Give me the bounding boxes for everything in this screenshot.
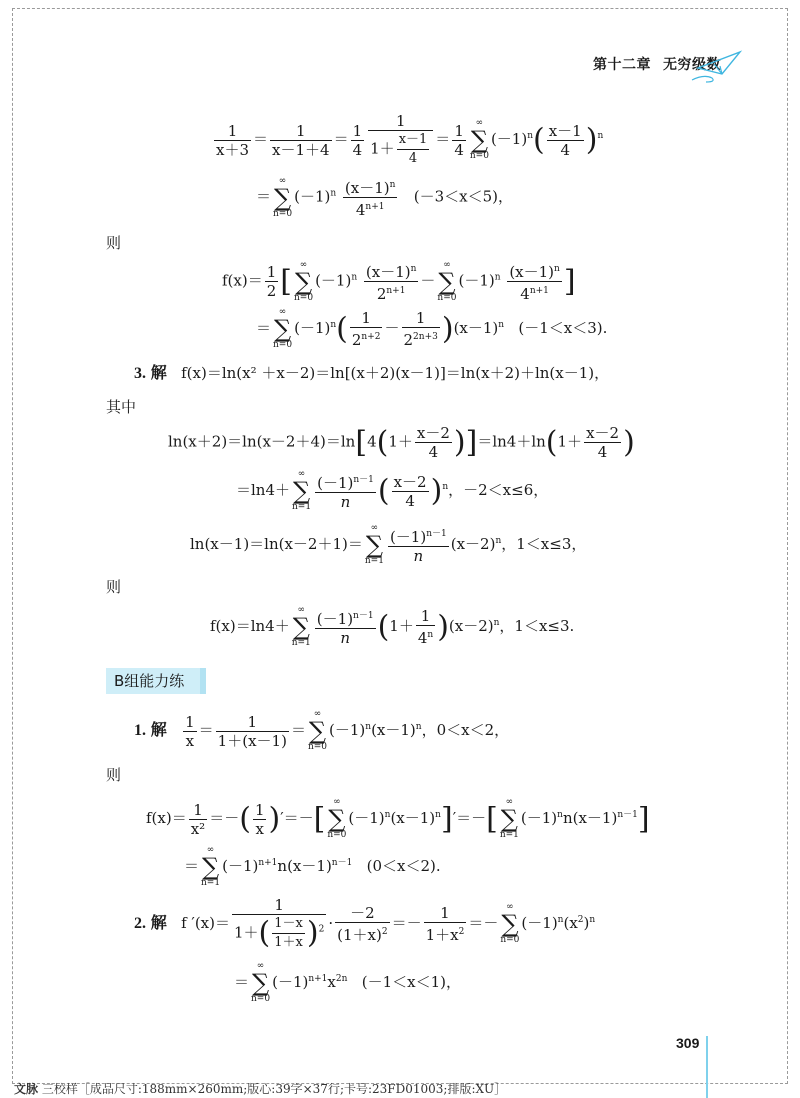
formula-line-10: ＝ ∞ ∑ n=1 $(-1)^{n+1}n(x-1)^{n-1}$ (0＜x＜2). [184,845,441,888]
formula-line-6: ＝ln4＋ ∞ ∑ n=1 $\frac{(-1)^{n-1}}{n}$ ( $\frac{x-2}{4}$ )$^n$，－2＜x≤6， [236,469,549,512]
then-label-3: 则 [106,766,122,784]
footer-brand: 文脉 [14,1082,39,1096]
formula-line-2: ＝ ∞ ∑ n=0 $(-1)^n$ $\frac{(x-1)^n}{4^{n+1}}$ (－3＜x＜5)， [256,175,514,219]
formula-line-5: ln(x＋2)＝ln(x－2＋4)＝ln[4(1＋ $\frac{x-2}{4}$ )]＝ln4＋ln(1＋ $\frac{x-2}{4}$ ) [168,424,635,461]
where-label: 其中 [106,398,137,416]
page-number: 309 [676,1035,700,1051]
page-edge-bar [706,1036,708,1098]
problem-3-line: 3. 解 f(x)＝ln(x² ＋x－2)＝ln[(x＋2)(x－1)]＝ln(x＋2)＋ln(x－1)， [134,363,610,382]
print-footer [14,1080,506,1097]
formula-line-9: f(x)＝ $\frac{1}{\text{x²}}$ ＝－( $\frac{1}{x}$ )′＝－[ ∞ ∑ n=0 $(-1)^n(x-1)^n]'=-$[ ∞ ∑ n=1 $(-1)^nn(x-1)^{n-1}$] [146,797,650,840]
then-label-1: 则 [106,234,122,252]
formula-line-7: ln(x－1)＝ln(x－2＋1)＝ ∞ ∑ n=1 $\frac{(-1)^{n-1}}{n}$ $(x-2)^n$，1＜x≤3， [190,523,587,566]
chapter-number: 第十二章 [593,57,651,73]
then-label-2: 则 [106,578,122,596]
footer-text: 三校样［成品尺寸:188mm×260mm;版心:39字×37行;卡号:23FD01003;排版:XU］ [41,1082,507,1096]
formula-line-1: $\frac{1}{x+3}$ ＝ $\frac{1}{x-1+4}$ ＝ $\frac{1}{4}$ 1 1＋ $\frac{x-1}{4}$ ＝ $\frac{1}{4}$ ∞ ∑ n=0 $(-1)^n$( $\frac{x-1}{4}$ )$^n$ [216,112,604,166]
chapter-title: 无穷级数 [663,57,721,73]
formula-line-4: ＝ ∞ ∑ n=0 $(-1)^n$( $\frac{1}{2^{n+2}}$ － $\frac{1}{2^{2n+3}}$ )$(x-1)^n$ (－1＜x＜3). [256,307,608,350]
formula-line-3: f(x)＝ $\frac{1}{2}$ [ ∞ ∑ n=0 $(-1)^n$ $\frac{(x-1)^n}{2^{n+1}}$ － ∞ ∑ n=0 $(-1)^n$ $\frac{(x-1)^n}{4^{n+1}}$ ] [222,259,576,303]
formula-line-11: ＝ ∞ ∑ n=0 $(-1)^{n+1}x^{2n}$ (－1＜x＜1)， [234,961,461,1004]
b-problem-1-line: 1. 解 $\frac{1}{x}$ ＝ $\frac{1}{1+(x-1)}$ ＝ ∞ ∑ n=0 $(-1)^n(x-1)^n$，0＜x＜2， [134,709,510,752]
b-problem-2-line: 2. 解 f ′(x)＝ 1 1＋( $\frac{1-x}{1+x}$ )$^2$ · $\frac{-2}{(1+x)^2}$ ＝－ $\frac{1}{1+x^2}$ ＝－ ∞ ∑ n=0 $(-1)^n(x^2)^n$ [134,896,596,951]
section-heading-b: B组能力练 [106,668,206,694]
paper-plane-icon [690,44,750,86]
formula-line-8: f(x)＝ln4＋ ∞ ∑ n=1 $\frac{(-1)^{n-1}}{n}$ (1＋ $\frac{1}{4^n}$ )$(x-2)^n$，1＜x≤3. [210,605,575,648]
